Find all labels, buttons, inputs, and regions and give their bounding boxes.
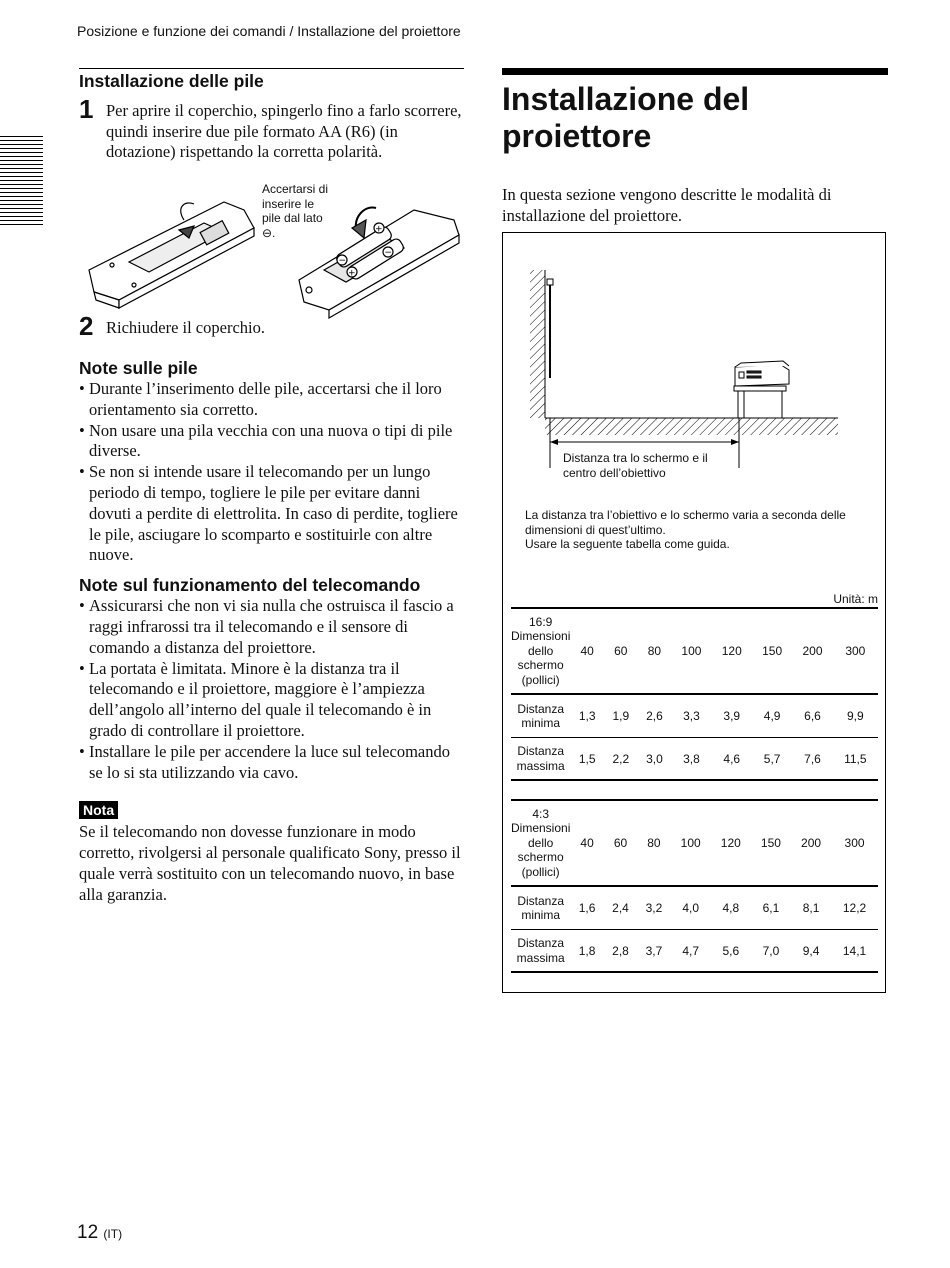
notes-remote-list	[79, 596, 464, 783]
value-cell: 5,6	[711, 930, 751, 973]
header-line: (pollici)	[521, 864, 560, 879]
arrow-head-left	[550, 439, 558, 445]
size-cell: 60	[613, 836, 628, 850]
size-cell: 120	[720, 836, 741, 850]
list-item: • Se non si intende usare il telecomando per un lungo periodo di tempo, togliere le pile per evitare danni dovuti a perdite di elettrolita. In caso di perdite, togliere le pile, asciugare lo scomparto e sostituirle con altre nuove.	[79, 462, 464, 566]
value-cell: 1,3	[570, 694, 604, 738]
size-header	[511, 800, 570, 886]
title-line: proiettore	[502, 118, 652, 154]
notes-remote-title: Note sul funzionamento del telecomando	[79, 575, 421, 596]
row-label	[511, 930, 570, 973]
value-cell: 3,9	[712, 694, 752, 738]
section-rule	[79, 68, 464, 69]
value-cell: 1,5	[570, 738, 604, 781]
table-row	[511, 738, 878, 781]
header-line: 4:3	[532, 806, 550, 821]
table-row	[511, 886, 878, 930]
label-line: massima	[516, 758, 565, 773]
distance-description	[525, 508, 875, 552]
label-line: centro dell’obiettivo	[563, 465, 666, 480]
step-number: 2	[79, 310, 94, 341]
size-cell: 100	[681, 644, 702, 658]
table-row	[511, 694, 878, 738]
label-line: minima	[521, 908, 561, 922]
header-line: Dimensioni	[511, 629, 571, 644]
value-cell: 14,1	[831, 930, 878, 973]
desc-line: dimensioni di quest’ultimo.	[525, 522, 666, 537]
list-item: • La portata è limitata. Minore è la distanza tra il telecomando e il proiettore, maggiore è l’ampiezza dell’angolo all’interno del quale il telecomando è in grado di controllare il proiettore.	[79, 659, 464, 742]
value-cell: 2,2	[604, 738, 638, 781]
header-line: (pollici)	[521, 672, 560, 687]
distance-table-4-3	[511, 799, 878, 973]
size-cell: 40	[580, 644, 594, 658]
title-line: Installazione del	[502, 81, 750, 117]
callout-line: Accertarsi di	[262, 182, 329, 196]
value-cell: 6,1	[751, 886, 791, 930]
size-cell: 80	[647, 836, 661, 850]
distance-label	[563, 451, 708, 480]
svg-text:−: −	[338, 256, 347, 266]
battery-callout	[262, 182, 328, 240]
distance-table-16-9	[511, 607, 878, 781]
size-cell: 120	[721, 644, 742, 658]
arrow-head-right	[731, 439, 739, 445]
value-cell: 1,8	[570, 930, 603, 973]
size-cell: 80	[647, 644, 662, 658]
table-header-row	[511, 800, 878, 886]
page-number-value: 12	[77, 1222, 99, 1243]
size-cell: 150	[762, 644, 783, 658]
screen-top	[547, 279, 553, 285]
value-cell: 4,6	[712, 738, 752, 781]
label-line: Distanza tra lo schermo e il	[563, 451, 708, 465]
size-cell: 200	[801, 836, 822, 850]
value-cell: 3,8	[671, 738, 711, 781]
value-cell: 4,7	[671, 930, 711, 973]
callout-line: ⊖.	[262, 225, 276, 240]
value-cell: 8,1	[791, 886, 831, 930]
value-cell: 9,9	[833, 694, 878, 738]
header-line: schermo	[517, 658, 564, 673]
row-label	[511, 886, 570, 930]
value-cell: 1,9	[604, 694, 638, 738]
section-title-pile: Installazione delle pile	[79, 71, 264, 91]
step-text: Richiudere il coperchio.	[106, 317, 265, 337]
wall-hatch	[530, 270, 545, 418]
value-cell: 3,0	[638, 738, 672, 781]
list-item: • Assicurarsi che non vi sia nulla che ostruisca il fascio a raggi infrarossi tra il telecomando e il sensore di comando a distanza del proiettore.	[79, 596, 464, 658]
projector-icon	[734, 361, 789, 418]
value-cell: 9,4	[791, 930, 831, 973]
list-item: • Non usare una pila vecchia con una nuova o tipi di pile diverse.	[79, 421, 464, 463]
unit-label: Unità: m	[833, 592, 878, 606]
value-cell: 6,6	[792, 694, 832, 738]
remote-closed-icon	[89, 202, 254, 308]
desc-line: Usare la seguente tabella come guida.	[525, 537, 730, 551]
nota-text: Se il telecomando non dovesse funzionare in modo corretto, rivolgersi al personale qualificato Sony, presso il quale verrà sostituito con un telecomando nuovo, in base alla garanzia.	[79, 822, 461, 904]
row-label	[511, 738, 570, 781]
size-cell: 300	[844, 836, 865, 850]
label-line: Distanza	[517, 936, 565, 950]
label-line: minima	[521, 716, 561, 730]
size-cell: 300	[845, 644, 866, 658]
value-cell: 4,9	[752, 694, 792, 738]
page-number	[77, 1222, 122, 1244]
size-header	[511, 608, 570, 694]
size-cell: 40	[580, 836, 594, 850]
floor-hatch	[545, 418, 838, 435]
header-line: dello	[528, 835, 554, 850]
value-cell: 4,0	[671, 886, 711, 930]
step-text: Per aprire il coperchio, spingerlo fino a farlo scorrere, quindi inserire due pile formato AA (R6) (in dotazione) rispettando la corretta polarità.	[106, 101, 462, 161]
value-cell: 7,6	[792, 738, 832, 781]
size-cell: 100	[680, 836, 701, 850]
label-line: Distanza	[517, 744, 565, 758]
value-cell: 1,6	[570, 886, 603, 930]
value-cell: 11,5	[833, 738, 878, 781]
label-line: massima	[516, 950, 565, 965]
label-line: Distanza	[517, 893, 565, 908]
table-row	[511, 930, 878, 973]
step-number: 1	[79, 94, 94, 124]
section-edge-tab	[0, 136, 43, 228]
header-line: 16:9	[529, 614, 553, 629]
value-cell: 2,6	[638, 694, 672, 738]
step-2	[79, 310, 464, 341]
value-cell: 2,4	[604, 886, 637, 930]
notes-pile-title: Note sulle pile	[79, 358, 198, 378]
page-title	[502, 81, 888, 155]
intro-text: In questa sezione vengono descritte le modalità di installazione del proiettore.	[502, 185, 832, 225]
svg-text:+: +	[375, 224, 383, 235]
header-line: Dimensioni	[511, 821, 571, 836]
size-cell: 200	[802, 644, 823, 658]
value-cell: 7,0	[751, 930, 791, 973]
nota-block	[79, 801, 464, 905]
notes-pile-list	[79, 379, 464, 566]
desc-line: La distanza tra l’obiettivo e lo schermo varia a seconda delle	[525, 508, 846, 522]
table-header-row	[511, 608, 878, 694]
list-item: • Installare le pile per accendere la luce sul telecomando se lo si sta utilizzando via cavo.	[79, 742, 464, 784]
value-cell: 5,7	[752, 738, 792, 781]
label-line: Distanza	[517, 701, 565, 716]
row-label	[511, 694, 570, 738]
value-cell: 3,2	[637, 886, 670, 930]
value-cell: 2,8	[604, 930, 637, 973]
running-head: Posizione e funzione dei comandi / Installazione del proiettore	[77, 23, 461, 39]
nota-label: Nota	[79, 801, 118, 819]
step-1	[79, 94, 464, 163]
title-rule	[502, 68, 888, 75]
installation-diagram	[527, 268, 842, 478]
header-line: dello	[528, 643, 554, 658]
header-line: schermo	[517, 850, 564, 865]
list-item: • Durante l’inserimento delle pile, accertarsi che il loro orientamento sia corretto.	[79, 379, 464, 421]
value-cell: 12,2	[831, 886, 878, 930]
size-cell: 60	[614, 644, 628, 658]
page-language-suffix: (IT)	[103, 1227, 123, 1241]
svg-text:+: +	[348, 268, 356, 279]
size-cell: 150	[760, 836, 781, 850]
right-column	[502, 68, 888, 227]
callout-line: pile dal lato	[262, 211, 323, 225]
callout-line: inserire le	[262, 196, 315, 211]
value-cell: 3,3	[671, 694, 711, 738]
svg-text:−: −	[384, 248, 393, 258]
value-cell: 3,7	[637, 930, 670, 973]
value-cell: 4,8	[711, 886, 751, 930]
